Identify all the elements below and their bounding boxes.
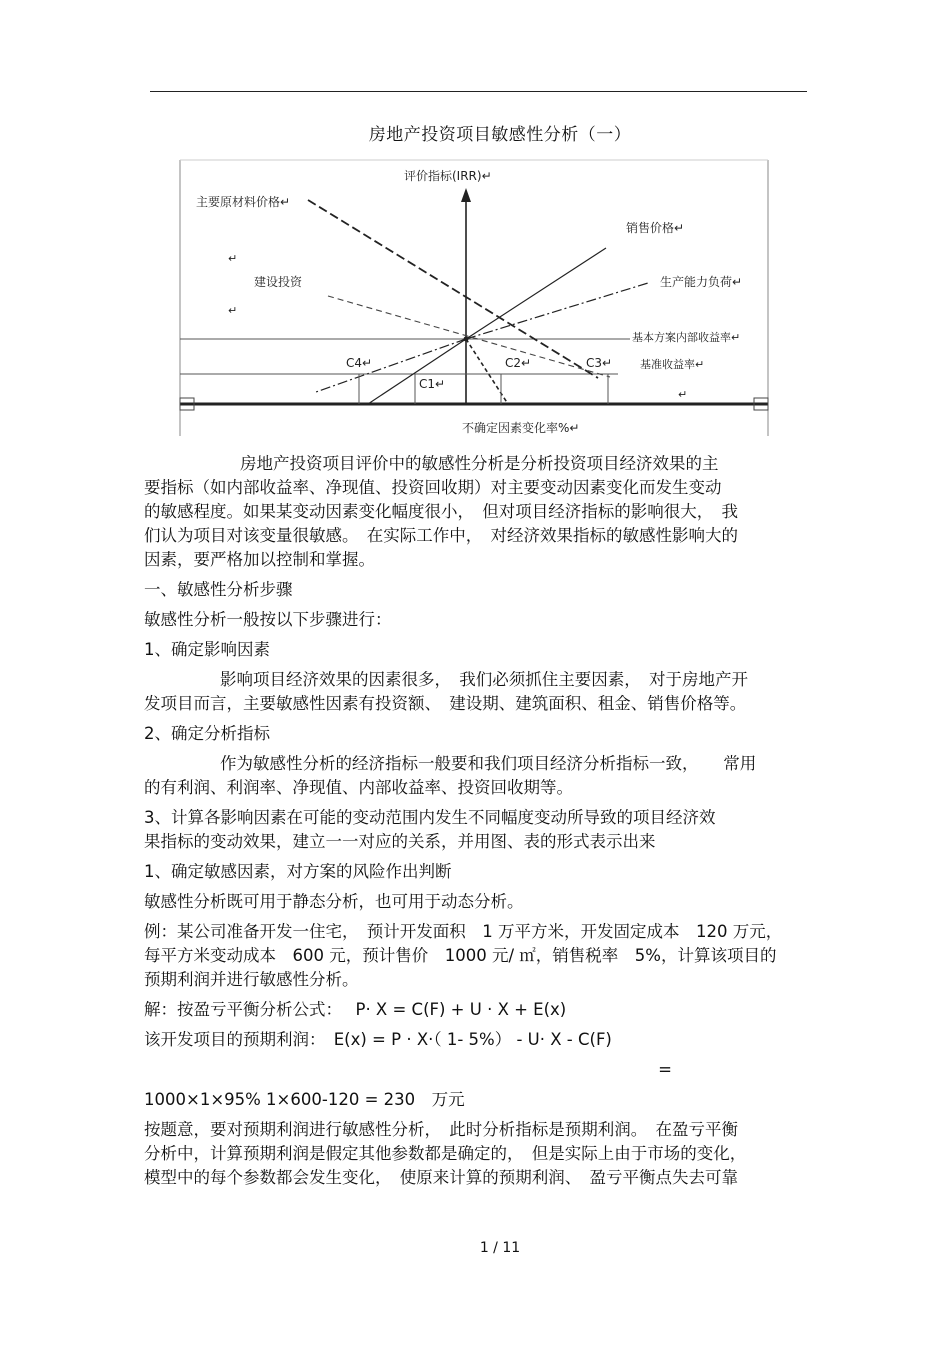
sales-price-label: 销售价格↵ [626,221,685,235]
section-heading: 一、敏感性分析步骤 [144,580,293,599]
paragraph: 敏感性分析一般按以下步骤进行： [144,610,392,629]
page-title: 房地产投资项目敏感性分析（一） [368,125,632,145]
raw-material-label: 主要原材料价格↵ [196,195,291,209]
text-line: 要指标（如内部收益率、净现值、投资回收期）对主要变动因素变化而发生变动 [144,478,722,497]
c4-label: C4↵ [346,356,373,370]
text-line: 果指标的变动效果，建立一一对应的关系，并用图、表的形式表示出来 [144,832,656,851]
paragraph [144,668,808,716]
construction-label: 建设投资 [254,275,303,289]
raw-material-line [308,200,598,378]
step-heading [144,806,808,854]
text-line: 预期利润并进行敏感性分析。 [144,970,359,989]
paragraph [144,1118,808,1190]
capacity-line [466,283,648,339]
equals-sign: = [658,1060,672,1079]
text-line: 的敏感程度。如果某变动因素变化幅度很小， 但对项目经济指标的影响很大， 我 [144,502,738,521]
sensitivity-figure [178,158,770,438]
text-line: 房地产投资项目评价中的敏感性分析是分析投资项目经济效果的主 [240,454,719,473]
sales-price-line [466,248,606,339]
mark-right: ↵ [678,388,688,401]
text-line: 模型中的每个参数都会发生变化， 使原来计算的预期利润、 盈亏平衡点失去可靠 [144,1168,738,1187]
step-heading: 2、确定分析指标 [144,724,270,743]
y-axis-arrow [461,188,471,202]
text-line: 因素，要严格加以控制和掌握。 [144,550,375,569]
mark-left-1: ↵ [228,252,238,265]
benchmark-label: 基准收益率↵ [640,358,705,371]
page-number: 1 / 11 [479,1240,521,1256]
x-axis-label: 不确定因素变化率%↵ [462,421,580,435]
text-line: 作为敏感性分析的经济指标一般要和我们项目经济分析指标一致， 常用 [220,754,757,773]
text-line: 按题意，要对预期利润进行敏感性分析， 此时分析指标是预期利润。 在盈亏平衡 [144,1120,738,1139]
mark-left-2: ↵ [228,304,238,317]
sales-price-line-lower [368,339,466,404]
paragraph: 敏感性分析既可用于静态分析，也可用于动态分析。 [144,892,524,911]
steep-line [466,339,508,404]
formula-result: 1000×1×95% 1×600-120 = 230 万元 [144,1090,465,1109]
text-line: 们认为项目对该变量很敏感。 在实际工作中， 对经济效果指标的敏感性影响大的 [144,526,738,545]
text-line: 发项目而言，主要敏感性因素有投资额、 建设期、建筑面积、租金、销售价格等。 [144,694,747,713]
step-heading: 1、确定影响因素 [144,640,270,659]
sensitivity-chart [178,158,770,438]
formula-line: 解：按盈亏平衡分析公式： P· X = C(F) + U · X + E(x) [144,1000,567,1019]
body-text [144,452,808,1190]
text-line: 3、计算各影响因素在可能的变动范围内发生不同幅度变动所导致的项目经济效 [144,808,716,827]
base-irr-label: 基本方案内部收益率↵ [632,331,741,344]
c2-label: C2↵ [505,356,532,370]
paragraph [144,752,808,800]
text-line: 分析中，计算预期利润是假定其他参数都是确定的， 但是实际上由于市场的变化， [144,1144,747,1163]
c3-label: C3↵ [586,356,613,370]
text-line: 影响项目经济效果的因素很多， 我们必须抓住主要因素， 对于房地产开 [220,670,748,689]
text-line: 例：某公司准备开发一住宅， 预计开发面积 1 万平方米，开发固定成本 120 万元， [144,922,783,941]
text-line: 的有利润、利润率、净现值、内部收益率、投资回收期等。 [144,778,573,797]
y-axis-label: 评价指标(IRR)↵ [404,169,492,183]
c1-label: C1↵ [419,377,446,391]
base-point [464,337,469,342]
example-paragraph [144,920,808,992]
formula-line: 该开发项目的预期利润： E(x) = P · X·（ 1- 5%） - U· X - C(F) [144,1030,612,1049]
capacity-label: 生产能力负荷↵ [660,275,743,289]
paragraph-intro [144,452,808,572]
step-heading: 1、确定敏感因素，对方案的风险作出判断 [144,862,452,881]
text-line: 每平方米变动成本 600 元，预计售价 1000 元/ ㎡，销售税率 5%，计算该项目的 [144,946,777,965]
header-rule [150,91,807,92]
